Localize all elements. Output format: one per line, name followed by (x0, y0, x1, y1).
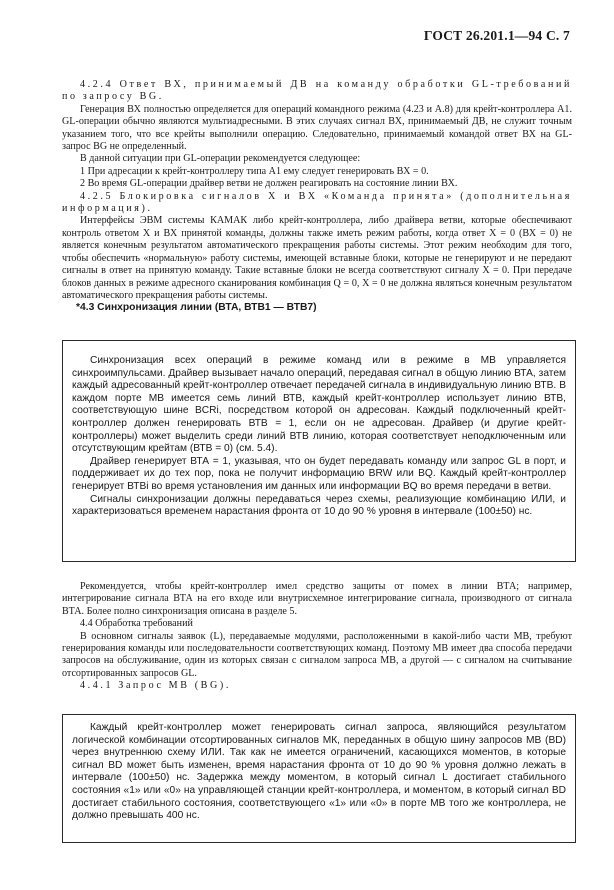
section-title: 4.4 Обработка требований (80, 618, 193, 630)
paragraph: Рекомендуется, чтобы крейт-контроллер имел средство защиты от помех в линии ВТА; например, интегрирование сигнала ВТА на его входе или внутрисхемное интегрирование сигнала, производного от сигнала ВТА. Более полно синхронизация описана в разделе 5. (62, 581, 572, 617)
section-4-2-4 (62, 79, 572, 315)
framed-text-box (62, 340, 576, 562)
paragraph: В основном сигналы заявок (L), передаваемые модулями, расположенными в какой-либо части МВ, требуют генерирования команды или последовательности соответствующих команд. Поэтому МВ имеет два способа передачи запросов на обслуживание, один из которых связан с сигналом запроса МВ, а другой — с сигналом на считывание отсортированных запросов GL. (62, 630, 572, 679)
paragraph: Генерация ВХ полностью определяется для операций командного режима (4.23 и А.8) для крейт-контроллера А1. GL-операции обычно являются мультиадресными. В этих случаях сигнал ВХ, принимаемый ДВ, не служит точным указанием того, что все крейты выполнили операцию. Следовательно, принимаемый командой ответ ВХ на GL-запрос BG не определенный. (62, 103, 572, 153)
section-title: 4.2.5 Блокировка сигналов Х и ВХ «Команда принята» (дополнительная информация). (62, 190, 572, 215)
paragraph: В данной ситуации при GL-операции рекомендуется следующее: (80, 153, 361, 165)
section-4-4 (62, 581, 572, 693)
paragraph: Интерфейсы ЭВМ системы КАМАК либо крейт-контроллера, либо драйвера ветви, которые обеспечивают контроль ответом Х и ВХ принятой команды, должны также иметь режим работы, когда ответ Х = 0 (ВХ = 0) не является конечным результатом автоматического прекращения работы системы. Этот режим необходим для того, чтобы обеспечить «нормальную» работу системы, имеющей вставные блоки, которые не генерируют и не передают сигналы в ответ на принятую команду. Такие вставные блоки не всегда соответствуют сигналу Х = 0. При передаче блоков данных в режиме адресного сканирования комбинация Q = 0, Х = 0 не должна являться конечным результатом автоматического прекращения работы системы. (62, 215, 572, 301)
paragraph: Драйвер генерирует ВТА = 1, указывая, что он будет передавать команду или запрос GL в порт, и поддерживает их до тех пор, пока не получит информацию BRW или BQ. Каждый крейт-контроллер генерирует ВТВi во время установления им данных или информации BQ во время передачи в ветви. (72, 455, 566, 492)
list-item: 2 Во время GL-операции драйвер ветви не должен реагировать на состояние линии ВХ. (80, 178, 458, 190)
section-title: 4.2.4 Ответ ВХ, принимаемый ДВ на команду обработки GL-требований по запросу BG. (62, 79, 572, 103)
paragraph: Каждый крейт-контроллер может генерировать сигнал запроса, являющийся результатом логической комбинации отсортированных сигналов МК, переданных в общую шину запросов МВ (BD) через внутреннюю схему ИЛИ. Так как не имеется ограничений, касающихся моментов, в которые сигнал BD может быть изменен, время нарастания фронта от 10 до 90 % уровня должно лежать в интервале (100±50) нс. Задержка между моментом, в который сигнал L достигает стабильного состояния «1» или «0» на управляющей станции крейт-контроллера, и моментом, в который сигнал BD достигает стабильного состояния, соответствующего «1» или «0» в порте МВ того же контроллера, не должно превышать 400 нс. (72, 722, 566, 822)
list-item: 1 При адресации к крейт-контроллеру типа А1 ему следует генерировать ВХ = 0. (80, 165, 429, 177)
paragraph: Сигналы синхронизации должны передаваться через схемы, реализующие комбинацию ИЛИ, и характеризоваться временем нарастания фронта от 10 до 90 % уровня в интервале (100±50) нс. (72, 493, 566, 518)
page-header: ГОСТ 26.201.1—94 С. 7 (423, 28, 570, 43)
subsection-title: 4.4.1 Запрос МВ (BG). (80, 680, 231, 692)
framed-text-box (62, 714, 576, 843)
section-heading: *4.3 Синхронизация линии (ВТА, ВТВ1 — ВТВ7) (76, 302, 317, 314)
paragraph: Синхронизация всех операций в режиме команд или в режиме в МВ управляется синхроимпульсами. Драйвер вызывает начало операций, передавая сигнал в общую линию ВТА, затем каждый адресованный крейт-контроллер отвечает передачей сигнала в индивидуальную линию ВТВ. В каждом порте МВ имеется семь линий ВТВ, каждый крейт-контроллер использует линию ВТВ, соответствующую шине BCRi, посредством которой он адресован. Каждый подключенный крейт-контроллер должен генерировать ВТВ = 1, если он не адресован. Драйвер (и другие крейт-контроллеры) может выделить среди линий ВТВ линию, которая соответствует неподключенным или отсутствующим крейтам (ВТВ = 0) (см. 5.4). (72, 355, 566, 455)
